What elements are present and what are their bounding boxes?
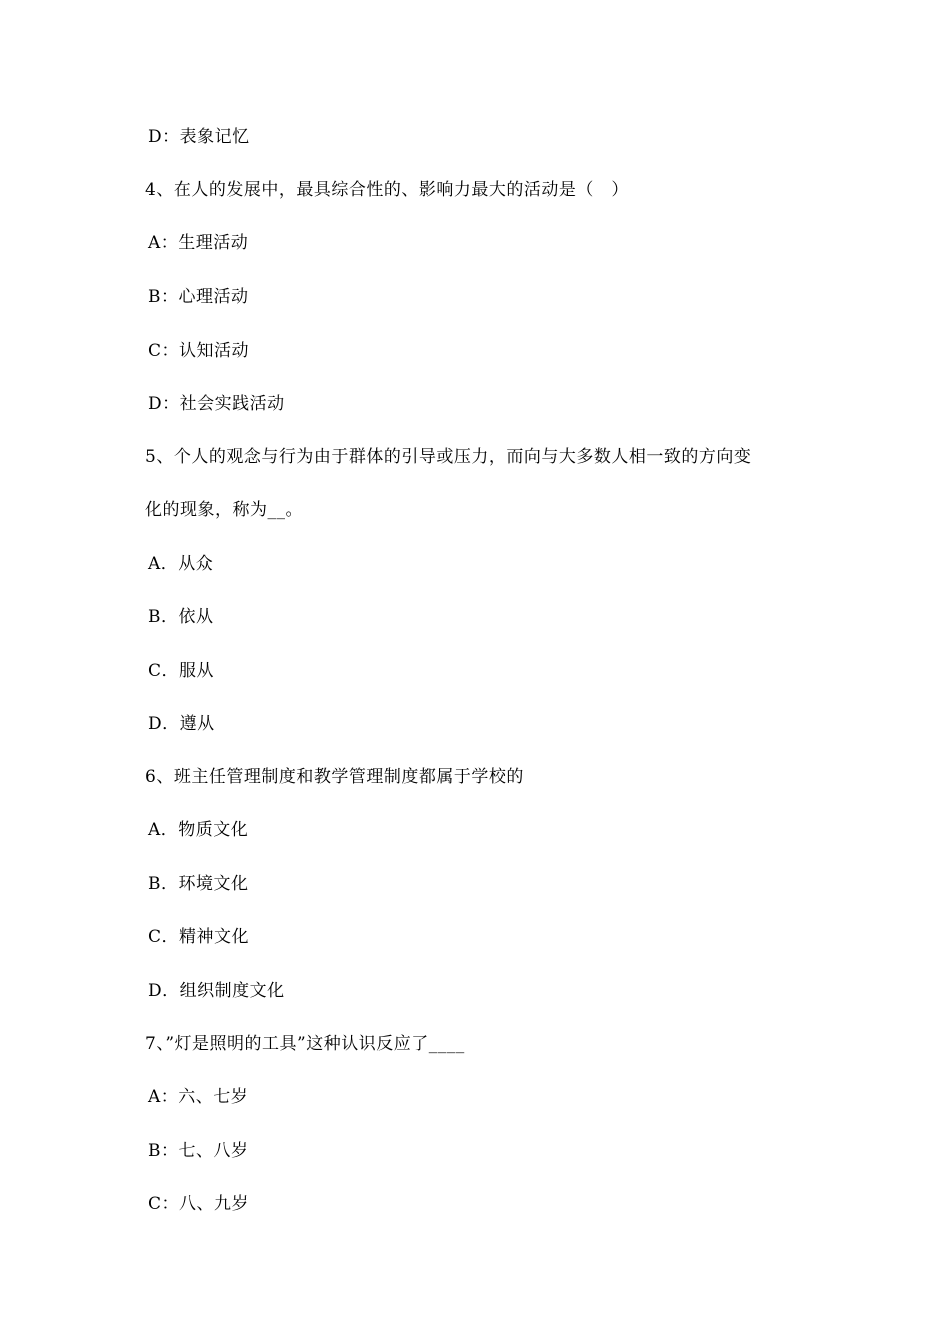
q6-option-c: C．精神文化 xyxy=(148,927,250,947)
q5-option-d: D．遵从 xyxy=(148,714,215,734)
q5-option-c: C．服从 xyxy=(148,661,215,681)
q6-option-b: B．环境文化 xyxy=(148,874,249,894)
q6-option-d: D．组织制度文化 xyxy=(148,981,285,1001)
q7-option-b: B：七、八岁 xyxy=(148,1141,249,1161)
q3-option-d: D：表象记忆 xyxy=(148,127,250,147)
q5-question-line2: 化的现象，称为__。 xyxy=(145,500,303,520)
q6-question: 6、班主任管理制度和教学管理制度都属于学校的 xyxy=(145,767,524,787)
q5-option-a: A．从众 xyxy=(148,554,214,574)
q7-option-a: A：六、七岁 xyxy=(148,1087,249,1107)
q4-question: 4、在人的发展中，最具综合性的、影响力最大的活动是（ ） xyxy=(145,180,629,200)
q4-option-a: A：生理活动 xyxy=(148,233,249,253)
q6-option-a: A．物质文化 xyxy=(148,820,249,840)
q7-question: 7、”灯是照明的工具”这种认识反应了____ xyxy=(145,1034,465,1054)
q4-option-d: D：社会实践活动 xyxy=(148,394,285,414)
q5-question-line1: 5、个人的观念与行为由于群体的引导或压力，而向与大多数人相一致的方向变 xyxy=(145,447,752,467)
q7-option-c: C：八、九岁 xyxy=(148,1194,250,1214)
q4-option-c: C：认知活动 xyxy=(148,341,250,361)
q4-option-b: B：心理活动 xyxy=(148,287,249,307)
q5-option-b: B．依从 xyxy=(148,607,214,627)
